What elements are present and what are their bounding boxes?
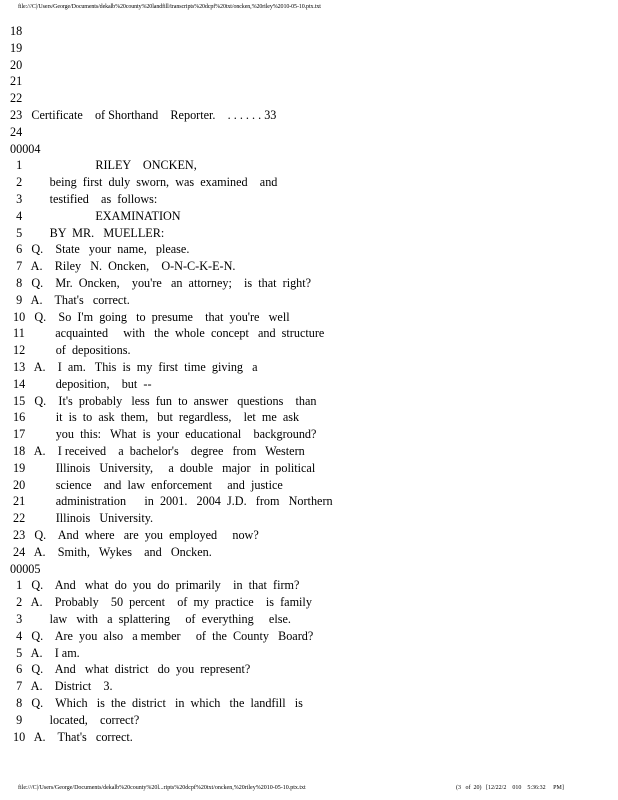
transcript-line: 3 law with a splattering of everything else. [10,612,291,626]
transcript-line: 13 A. I am. This is my first time giving a [10,360,258,374]
transcript-line: 22 Illinois University. [10,511,154,526]
transcript-line: 18 [10,24,23,38]
transcript-line: 2 A. Probably 50 percent of my practice is family [10,595,312,610]
page-number-marker: 00004 [10,141,41,156]
transcript-line: 6 Q. State your name, please. [10,242,190,257]
transcript-line: 11 acquainted with the whole concept and structure [10,326,325,341]
transcript-line: 8 Q. Which is the district in which the landfill is [10,696,303,710]
transcript-line: 1 Q. And what do you do primarily in that firm? [10,578,300,593]
transcript-line: 19 [10,40,23,55]
transcript-line: 21 administration in 2001. 2004 J.D. from Northern [10,494,333,509]
transcript-line: 20 [10,57,23,72]
transcript-line: 10 Q. So I'm going to presume that you're well [10,309,290,324]
page-info-footer: (3 of 20) [12/22/2 010 5:36:32 PM] [456,785,564,791]
transcript-line: 5 BY MR. MUELLER: [10,225,165,240]
page-number-marker: 00005 [10,561,41,576]
transcript-line: 2 being first duly sworn, was examined and [10,175,278,190]
transcript-line: 4 Q. Are you also a member of the County Board? [10,628,314,643]
transcript-line: 23 Certificate of Shorthand Reporter. . . . . . . 33 [10,108,277,122]
transcript-line: 12 of depositions. [10,343,131,358]
transcript-line: 18 A. I received a bachelor's degree from Western [10,444,305,458]
transcript-line: 24 [10,124,23,139]
transcript-line: 6 Q. And what district do you represent? [10,662,251,677]
file-path-footer: file:///C|/Users/George/Documents/dekalb%20county%20l...ripts%20dcpf%20txt/oncken,%20riley%2010-05-10.ptx.txt [18,785,306,791]
transcript-line: 15 Q. It's probably less fun to answer questions than [10,393,317,408]
transcript-line: 22 [10,91,23,106]
transcript-line: 21 [10,74,23,89]
transcript-line: 8 Q. Mr. Oncken, you're an attorney; is that right? [10,276,312,290]
transcript-line: 10 A. That's correct. [10,729,133,744]
transcript-line: 4 EXAMINATION [10,208,181,223]
file-path-header: file:///C|/Users/George/Documents/dekalb%20county%20landfill/transcripts%20dcpf%20txt/oncken,%20riley%2010-05-10.ptx.txt [18,4,321,10]
transcript-line: 24 A. Smith, Wykes and Oncken. [10,544,212,559]
transcript-line: 7 A. District 3. [10,679,113,694]
transcript-line: 5 A. I am. [10,645,80,660]
transcript-line: 20 science and law enforcement and justice [10,477,283,492]
transcript-line: 17 you this: What is your educational background? [10,427,317,442]
transcript-line: 16 it is to ask them, but regardless, let me ask [10,410,300,425]
transcript-line: 7 A. Riley N. Oncken, O-N-C-K-E-N. [10,259,236,274]
transcript-line: 9 A. That's correct. [10,292,130,307]
transcript-line: 3 testified as follows: [10,192,158,206]
transcript-line: 9 located, correct? [10,712,140,727]
transcript-line: 14 deposition, but -- [10,376,152,391]
transcript-line: 1 RILEY ONCKEN, [10,158,197,173]
transcript-line: 23 Q. And where are you employed now? [10,528,259,542]
transcript-line: 19 Illinois University, a double major in political [10,460,316,475]
